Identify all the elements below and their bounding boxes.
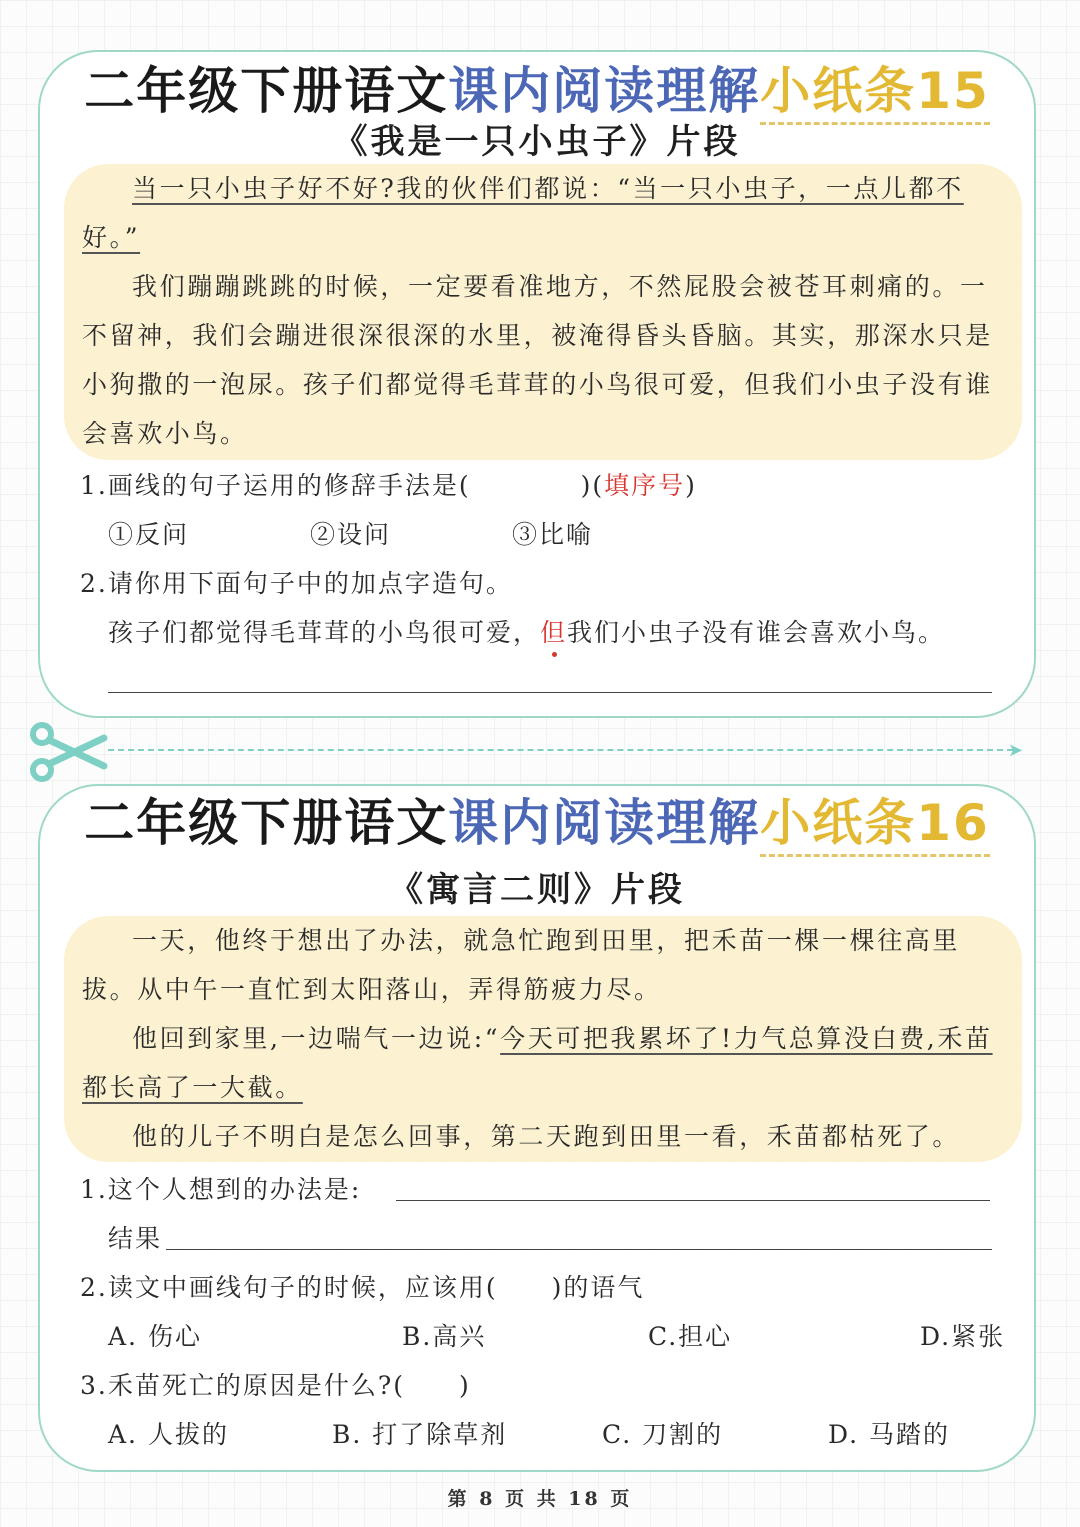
question-1: [80, 466, 697, 502]
passage-box: [64, 916, 1022, 1162]
option-c[interactable]: C.担心: [648, 1322, 733, 1351]
passage-text: 他回到家里,一边喘气一边说:“: [132, 1024, 501, 1053]
arrow-right-icon: ➤: [1008, 740, 1024, 761]
option-b[interactable]: B.高兴: [402, 1322, 487, 1351]
passage-paragraph: 他的儿子不明白是怎么回事，第二天跑到田里一看，禾苗都枯死了。: [132, 1122, 961, 1151]
question-text: 1.画线的句子运用的修辞手法是(: [80, 471, 471, 500]
question-paren: )(: [580, 471, 605, 500]
dotted-character: 但: [540, 618, 568, 647]
answer-line[interactable]: [396, 1200, 990, 1201]
cut-line: [108, 749, 1013, 751]
option-d[interactable]: D. 马踏的: [828, 1420, 951, 1449]
passage-paragraph: 一天，他终于想出了办法，就急忙跑到田里，把禾苗一棵一棵往高里拔。从中午一直忙到太阳落山，弄得筋疲力尽。: [82, 926, 961, 1004]
title-grade: 二年级下册语文: [84, 62, 449, 120]
title-reading: 课内阅读理解: [448, 794, 761, 852]
answer-line[interactable]: [166, 1249, 992, 1250]
scissors-icon: [28, 720, 108, 784]
result-label: 结果: [108, 1224, 163, 1253]
passage-paragraph: [82, 164, 1004, 262]
example-sentence: [108, 613, 945, 649]
option-3[interactable]: ③比喻: [512, 520, 594, 549]
option-c[interactable]: C. 刀割的: [602, 1420, 724, 1449]
title-slip-number: 小纸条15: [760, 62, 990, 125]
sentence-part: 我们小虫子没有谁会喜欢小鸟。: [567, 618, 946, 647]
passage-title: 《寓言二则》片段: [389, 870, 685, 910]
title-grade: 二年级下册语文: [84, 794, 449, 852]
answer-line[interactable]: [108, 692, 992, 693]
sentence-part: 孩子们都觉得毛茸茸的小鸟很可爱，: [108, 618, 541, 647]
option-a[interactable]: A. 人拔的: [108, 1420, 229, 1449]
option-d[interactable]: D.紧张: [920, 1322, 1006, 1351]
option-2[interactable]: ②设问: [310, 520, 392, 549]
page-number: 第 8 页 共 18 页: [447, 1488, 633, 1510]
card-title: [40, 790, 1034, 870]
option-b[interactable]: B. 打了除草剂: [332, 1420, 508, 1449]
question-3: 3.禾苗死亡的原因是什么?( ): [80, 1371, 471, 1400]
underlined-sentence: 当一只小虫子好不好?我的伙伴们都说：“当一只小虫子，一点儿都不好。”: [82, 174, 964, 252]
question-2: 2.读文中画线句子的时候，应该用( )的语气: [80, 1273, 645, 1302]
question-1: 1.这个人想到的办法是:: [80, 1175, 362, 1204]
passage-title: 《我是一只小虫子》片段: [333, 122, 741, 162]
question-paren: ): [685, 471, 697, 500]
worksheet-card-16: [38, 784, 1036, 1472]
title-reading: 课内阅读理解: [448, 62, 761, 120]
underlined-sentence: 今天可把我累坏了!力气总算没白费,禾苗都长高了一大截。: [82, 1024, 993, 1102]
option-1[interactable]: ①反问: [108, 520, 190, 549]
passage-paragraph: [82, 1014, 1004, 1112]
hint-text: 填序号: [604, 471, 686, 500]
question-2: 2.请你用下面句子中的加点字造句。: [80, 569, 513, 598]
worksheet-card-15: [38, 50, 1036, 718]
passage-paragraph: 我们蹦蹦跳跳的时候，一定要看准地方，不然屁股会被苍耳刺痛的。一不留神，我们会蹦进很深很深的水里，被淹得昏头昏脑。其实，那深水只是小狗撒的一泡尿。孩子们都觉得毛茸茸的小鸟很可爱，但我们小虫子没有谁会喜欢小鸟。: [82, 272, 993, 448]
option-a[interactable]: A. 伤心: [108, 1322, 202, 1351]
passage-box: [64, 164, 1022, 460]
title-slip-number: 小纸条16: [760, 794, 990, 857]
